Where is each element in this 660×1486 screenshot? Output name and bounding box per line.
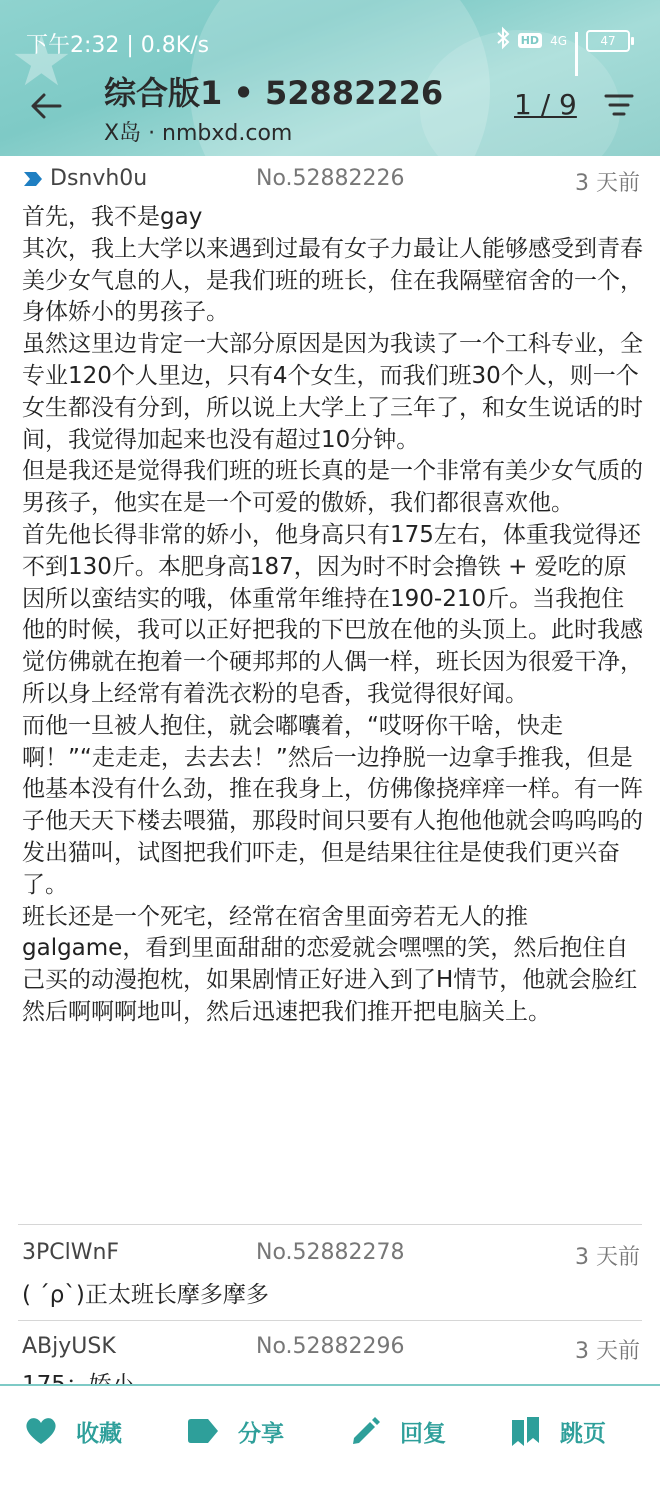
status-time: 下午2:32 | 0.8K/s — [26, 33, 210, 58]
reply-body — [22, 1370, 135, 1384]
battery-icon: 47 — [586, 30, 630, 52]
post-body — [22, 202, 644, 1029]
menu-icon — [604, 92, 634, 118]
post-paragraph: 虽然这里边肯定一大部分原因是因为我读了一个工科专业，全专业120个人里边，只有4个女生，而我们班30个人，则一个女生都没有分到，所以说上大学上了三年了，和女生说话的时间，我觉得加起来也没有超过10分钟。 — [22, 331, 643, 453]
star-decoration-icon: ★ — [10, 20, 73, 102]
heart-icon — [24, 1414, 58, 1448]
reply-author[interactable]: ABjyUSK — [22, 1334, 116, 1359]
reply-body: ( ´ρ`)正太班长摩多摩多 — [22, 1282, 269, 1308]
share-button[interactable] — [186, 1414, 284, 1448]
post-paragraph: 但是我还是觉得我们班的班长真的是一个非常有美少女气质的男孩子，他实在是一个可爱的傲娇，我们都很喜欢他。 — [22, 458, 643, 517]
post-paragraph: 首先他长得非常的娇小，他身高只有175左右，体重我觉得还不到130斤。本肥身高187，因为时不时会撸铁 + 爱吃的原因所以蛮结实的哦，体重常年维持在190-210斤。当我抱住他的时候，我可以正好把我的下巴放在他的头顶上。此时我感觉仿佛就在抱着一个硬邦邦的人偶一样，班长因为很爱干净，所以身上经常有着洗衣粉的皂香，我觉得很好闻。 — [22, 521, 643, 707]
back-button[interactable] — [26, 86, 66, 126]
signal-icon — [575, 32, 578, 50]
page-indicator[interactable]: 1 / 9 — [514, 88, 577, 121]
post-paragraph: 班长还是一个死宅，经常在宿舍里面旁若无人的推galgame，看到里面甜甜的恋爱就会嘿嘿的笑，然后抱住自己买的动漫抱枕，如果剧情正好进入到了H情节，他就会脸红然后啊啊啊地叫，然后迅速把我们推开把电脑关上。 — [22, 903, 638, 1025]
app-header — [0, 0, 660, 156]
reply-meta — [0, 1232, 660, 1272]
reply-button[interactable] — [348, 1414, 446, 1448]
hd-badge: HD — [518, 33, 542, 48]
jump-page-button[interactable] — [508, 1414, 606, 1448]
status-icons — [496, 28, 630, 53]
divider — [18, 1224, 642, 1225]
jump-page-label: 跳页 — [560, 1420, 606, 1447]
post-time: 3 天前 — [575, 171, 640, 196]
po-badge-icon — [22, 170, 44, 188]
reply-number[interactable]: No.52882278 — [256, 1240, 405, 1265]
status-bar — [0, 24, 660, 60]
tag-icon — [186, 1414, 220, 1448]
divider — [18, 1320, 642, 1321]
thread-subtitle: X岛 · nmbxd.com — [104, 121, 293, 146]
reply-number[interactable]: No.52882296 — [256, 1334, 405, 1359]
post-paragraph: 其次，我上大学以来遇到过最有女子力最让人能够感受到青春美少女气息的人，是我们班的班长，住在我隔壁宿舍的一个，身体娇小的男孩子。 — [22, 235, 643, 326]
post-paragraph: 而他一旦被人抱住，就会嘟囔着，“哎呀你干啥，快走啊！”“走走走，去去去！”然后一边挣脱一边拿手推我，但是他基本没有什么劲，推在我身上，仿佛像挠痒痒一样。有一阵子他天天下楼去喂猫，那段时间只要有人抱他他就会呜呜呜的发出猫叫，试图把我们吓走，但是结果往往是使我们更兴奋了。 — [22, 712, 643, 898]
post-author[interactable] — [22, 166, 147, 191]
thread-title: 综合版1 • 52882226 — [104, 74, 444, 112]
network-type: 4G — [550, 33, 567, 48]
bottom-action-bar — [0, 1384, 660, 1486]
menu-button[interactable] — [604, 92, 634, 118]
pencil-icon — [348, 1414, 382, 1448]
post-meta — [0, 158, 660, 198]
favorite-label: 收藏 — [76, 1420, 122, 1447]
arrow-left-icon — [26, 86, 66, 126]
reply-time: 3 天前 — [575, 1339, 640, 1364]
reply-meta — [0, 1326, 660, 1366]
post-paragraph: 首先，我不是gay — [22, 204, 203, 230]
post-number[interactable]: No.52882226 — [256, 166, 405, 191]
reply-label: 回复 — [400, 1420, 446, 1447]
favorite-button[interactable] — [24, 1414, 122, 1448]
reply-author[interactable]: 3PClWnF — [22, 1240, 120, 1265]
bluetooth-icon — [496, 28, 510, 53]
post-author-name: Dsnvh0u — [50, 166, 148, 191]
bookmark-icon — [508, 1414, 542, 1448]
reply-time: 3 天前 — [575, 1245, 640, 1270]
share-label: 分享 — [238, 1420, 284, 1447]
